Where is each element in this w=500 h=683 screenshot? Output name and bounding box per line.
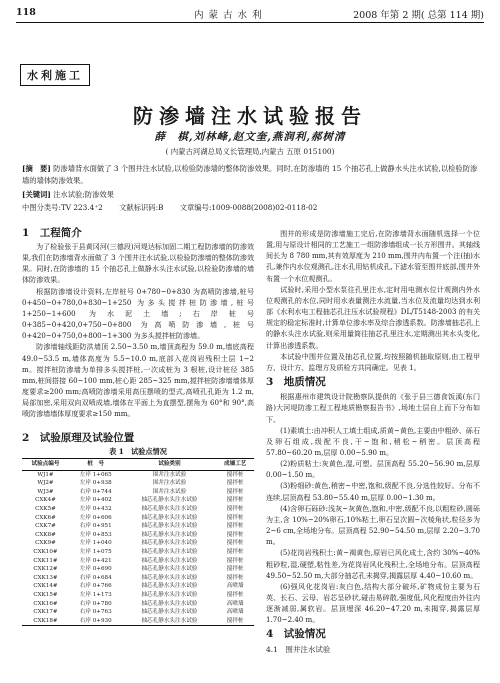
table-cell: 高喷墙 (226, 609, 244, 616)
section-tag: 水利施工 (20, 64, 90, 86)
table-cell: CXK15# (33, 591, 58, 598)
table-cell: 右岸 0+684 (79, 574, 112, 581)
table-row (22, 548, 254, 557)
paragraph: 试验时,采用小型水泵往孔里注水,定时用电测水位计观测内外水位观测孔的水位,同时用水表量测注水流量,当水位及流量均达到水利部《水利水电工程抽芯孔注压水试验规程》DL/T5148-2003 的有关规定的稳定标准时,计算单位渗水率及综合渗透系数。防渗墙抽芯孔上的静水头注水试验,则采用量筒往抽芯孔里注水,定期测出其水头变化,计算出渗透系数。 (266, 284, 480, 350)
table-row (22, 617, 254, 626)
table-cell: 抽芯孔静水头注水试验 (141, 557, 198, 564)
table-row (22, 608, 254, 617)
table-row (22, 522, 254, 531)
table-cell: 抽芯孔静水头注水试验 (141, 548, 198, 555)
table-cell: 围井注水试验 (152, 488, 187, 495)
table-cell: 抽芯孔静水头注水试验 (141, 600, 198, 607)
table-cell: 左岸 0+853 (79, 531, 112, 538)
table-cell: 右岸 0+766 (79, 583, 112, 590)
table-cell: 左岸 0+421 (79, 557, 112, 564)
table-cell: 左岸 1+075 (79, 548, 112, 555)
table-cell: WJ1# (37, 471, 54, 478)
section-2-heading: 2 试验原理及试验位置 (22, 432, 135, 444)
table-cell: 抽芯孔静水头注水试验 (122, 617, 216, 626)
table-cell: 搅拌桩 (226, 488, 244, 495)
table-cell: 搅拌桩 (226, 514, 244, 521)
issue-info: 2008 年第 2 期( 总第 114 期) (353, 10, 484, 21)
table-caption: 表 1 试验点情况 (109, 447, 167, 456)
abstract-label: [摘 要] (22, 164, 51, 173)
section-4-heading: 4 试验情况 (266, 628, 326, 641)
table-cell: CXK17# (33, 609, 58, 616)
table-cell: CXK7# (35, 523, 56, 530)
table-cell: 左岸 1+173 (79, 591, 112, 598)
table-cell: CXK13# (33, 574, 58, 581)
table-cell: 抽芯孔静水头注水试验 (141, 566, 198, 573)
table-cell: 搅拌桩 (226, 531, 244, 538)
table-cell: 搅拌桩 (226, 480, 244, 487)
table-cell: 抽芯孔静水头注水试验 (141, 574, 198, 581)
paragraph: (3)粉细砂:黄色,稍密~中密,饱和,级配不良,分选性较好。分布不连续,层顶高程 53.80~55.40 m,层厚 0.00~1.30 m。 (266, 481, 480, 502)
abstract-text: 防渗墙背水面做了 3 个围井注水试验,以检验防渗墙的整体防渗效果。同时,在防渗墙的 15 个抽芯孔上做静水头注水试验,以检验防渗墙的墙体防渗效果。 (22, 164, 478, 185)
table-cell: 抽芯孔静水头注水试验 (141, 523, 198, 530)
table-cell: 搅拌桩 (216, 617, 254, 626)
section-3-heading: 3 地质情况 (266, 376, 326, 389)
clc-number: 中图分类号:TV 223.4⁺2 (22, 203, 103, 212)
table-cell: 右岸 0+763 (79, 609, 112, 616)
table-cell: CXK8# (35, 531, 56, 538)
table-cell: CXK16# (33, 600, 58, 607)
table-header-cell: 成墙工艺 (216, 459, 254, 471)
paragraph: (1)素填土:由冲积人工填土组成,质黄~黄色,主要由中粗砂、砾石及卵石组成,级配不良,干~饱和,稍松~稍密。层顶高程 57.80~60.20 m,层厚 0.00~5.90 m。 (266, 425, 480, 457)
table-cell: 左岸 1+065 (79, 471, 112, 478)
table-row (22, 479, 254, 488)
table-cell: 搅拌桩 (226, 557, 244, 564)
table-row (22, 574, 254, 583)
table-cell: 搅拌桩 (226, 505, 244, 512)
running-header (16, 4, 484, 23)
table-cell: 抽芯孔静水头注水试验 (141, 609, 198, 616)
table-cell: 抽芯孔静水头注水试验 (141, 540, 198, 547)
table-cell: WJ3# (37, 488, 54, 495)
journal-name: 内 蒙 古 水 利 (194, 10, 263, 21)
paragraph: 根据惠州市建筑设计院勘察队提供的《张于县三德食饭溪(东门路)大河堤防渗工程工程地质勘察报告书》,场地土层自上而下分布如下。 (266, 392, 480, 424)
table-row (22, 496, 254, 505)
paragraph: (6)强风化花岗岩:灰白色,结构大部分破坏,矿物成份主要为石英、长石、云母、岩芯呈砂状,碰击易碎散,强度低,风化程度由外往内逐渐减弱,属软岩。层顶埋深 46.20~47.20 m,未揭穿,揭露层厚 1.70~2.40 m。 (266, 581, 480, 625)
paragraph: 为了检验张于县黄冈河(三德段)河堤达标加固二期工程防渗墙的防渗效果,我们在防渗墙背水面做了 3 个围井注水试验,以检验防渗墙的整体防渗效果。同时,在防渗墙的 15 个抽芯孔上做静水头注水试验,以检验防渗墙的墙体防渗效果。 (22, 242, 254, 285)
paragraph: 本试验中围井位置及抽芯孔位置,均按照随机抽取原则,由工程甲方、设计方、监理方及质检方共同确定。见表 1。 (266, 351, 480, 372)
table-row (22, 557, 254, 566)
abstract (22, 163, 478, 187)
keywords-label: [关键词] (22, 190, 51, 199)
table-cell: CXK11# (33, 557, 58, 564)
table-cell: 搅拌桩 (226, 574, 244, 581)
table-header-cell: 试验点编号 (22, 459, 69, 471)
table-row (22, 565, 254, 574)
keywords (22, 190, 114, 200)
document-code: 文献标识码:B (119, 203, 164, 212)
table-cell: 右岸 0+780 (79, 600, 112, 607)
table-cell: WJ2# (37, 480, 54, 487)
table-cell: 搅拌桩 (226, 497, 244, 504)
keywords-text: 注水试验;防渗效果 (53, 190, 114, 199)
table-cell: CXK14# (33, 583, 58, 590)
table-cell: 抽芯孔静水头注水试验 (141, 505, 198, 512)
table-cell: 抽芯孔静水头注水试验 (141, 514, 198, 521)
table-row (22, 591, 254, 600)
table-cell: 抽芯孔静水头注水试验 (141, 497, 198, 504)
table-cell: 高喷墙 (226, 600, 244, 607)
table-cell: 左岸 0+690 (79, 566, 112, 573)
table-cell: CXK5# (35, 505, 56, 512)
table-row (22, 488, 254, 497)
table-cell: 高喷墙 (226, 583, 244, 590)
authors: 薛 棋,刘林峰,赵文奎,燕润利,郝树清 (154, 131, 346, 143)
article-number: 文章编号:1009-0088(2008)02-0118-02 (179, 203, 318, 212)
section-1-heading: 1 工程简介 (22, 227, 82, 239)
table-cell: 左岸 0+606 (79, 514, 112, 521)
paragraph: 根据防渗墙设计资料,左岸桩号 0+780~0+830 为高喷防渗墙,桩号 0+450~0+780,0+830~1+250 为多头搅拌桩防渗墙,桩号 1+250~1+600 为水泥土墙;右岸桩号 0+385~0+420,0+750~0+800 为高喷防渗墙,桩号 0+420~0+750,0+800~1+300 为多头搅拌桩防渗墙。 (22, 286, 254, 341)
paragraph: (2)粉质粘土:灰黄色,湿,可塑。层顶高程 55.20~56.90 m,层厚 0.00~1.50 m。 (266, 459, 480, 480)
table-cell: 搅拌桩 (226, 471, 244, 478)
table-cell: 抽芯孔静水头注水试验 (141, 591, 198, 598)
table-header-cell: 试验类别 (122, 459, 216, 471)
table-cell: CXK9# (35, 540, 56, 547)
subsection-4-1-heading: 4.1 围井注水试验 (266, 644, 331, 654)
table-cell: CXK4# (35, 497, 56, 504)
table-row (22, 531, 254, 540)
classification-line (22, 203, 331, 213)
table-cell: CXK6# (35, 514, 56, 521)
table-row (22, 600, 254, 609)
table-cell: 抽芯孔静水头注水试验 (141, 583, 198, 590)
affiliation: ( 内蒙古河湖总局义长管理局,内蒙古 五原 015100) (165, 147, 335, 156)
table-row (22, 514, 254, 523)
table-row (22, 505, 254, 514)
table-cell: 左岸 0+402 (79, 497, 112, 504)
table-cell: CXK10# (33, 548, 58, 555)
page-number: 118 (16, 7, 36, 18)
paragraph: (5)花岗岩残积土:黄~褐黄色,原岩已风化成土,含约 30%~40%粗砂粒,湿,硬塑,粘性差,为花岗岩风化残积土,全场地分布。层顶高程 49.50~52.50 m,大部分抽芯孔未揭穿,揭露层厚 4.40~10.60 m。 (266, 548, 480, 580)
table-cell: 左岸 1+040 (79, 540, 112, 547)
table-cell: 搅拌桩 (226, 591, 244, 598)
table-cell: 右岸 0+951 (79, 523, 112, 530)
paragraph: 围井的形成是防渗墙施工完后,在防渗墙背水面随机选择一个位置,用与原设计相同的工艺施工一组防渗墙组成一长方形围井。其轴线间长为 8 780 mm,其有效厚度为 210 mm,围井内布置一个注(抽)水孔,兼作内水位观测孔,注水孔用钻机成孔,下滤水管至围井底部,围井外布置一个水位观测孔。 (266, 229, 480, 283)
table-cell: 围井注水试验 (152, 480, 187, 487)
table-row (22, 539, 254, 548)
table-cell: 搅拌桩 (226, 548, 244, 555)
table-cell: 搅拌桩 (226, 540, 244, 547)
paragraph: (4)含卵石砾砂:浅灰~灰黄色,饱和,中密,级配不良,以粗粒砂,圆砾为主,含 10%~20%卵石,10%粘土,卵石呈次圆~次棱角状,粒径多为 2~6 cm,全场地分布。层顶高程 52.90~54.50 m,层厚 2.20~3.70 m。 (266, 503, 480, 547)
table-cell: 围井注水试验 (152, 471, 187, 478)
table-cell: 搅拌桩 (226, 523, 244, 530)
table-cell: 左岸 0+432 (79, 505, 112, 512)
table-cell: 右岸 0+744 (79, 488, 112, 495)
table-cell: 左岸 0+938 (79, 480, 112, 487)
table-cell: 抽芯孔静水头注水试验 (141, 531, 198, 538)
table-row (22, 470, 254, 479)
section-1-body (22, 241, 254, 420)
table-cell: 搅拌桩 (226, 566, 244, 573)
table-header-cell: 桩 号 (69, 459, 123, 471)
test-points-table (22, 458, 254, 626)
right-column (266, 228, 480, 655)
table-cell: CXK18# (22, 617, 69, 626)
article-title: 防渗墙注水试验报告 (133, 104, 367, 128)
table-row (22, 582, 254, 591)
paragraph: 防渗墙轴线距防洪墙顶 2.50~3.50 m,墙顶高程为 59.0 m,墙底高程 49.0~53.5 m,墙体高度为 5.5~10.0 m,底部入花岗岩残积土层 1~2 m。搅拌桩防渗墙为单排多头搅拌桩,一次成桩为 3 根桩,设计桩径 385 mm,桩间搭接 60~100 mm,桩心距 285~325 mm,搅拌桩防渗墙墙体厚度要求≥200 mm;高喷防渗墙采用高压摆喷的型式,高喷孔孔距为 1.2 m,局部加密,采用双向双喷成墙,墙体在平面上为直摆型,摆角为 60°和 90°,高喷防渗墙墙体厚度要求≥150 mm。 (22, 342, 254, 419)
table-cell: CXK12# (33, 566, 58, 573)
table-cell: 右岸 0+930 (69, 617, 123, 626)
